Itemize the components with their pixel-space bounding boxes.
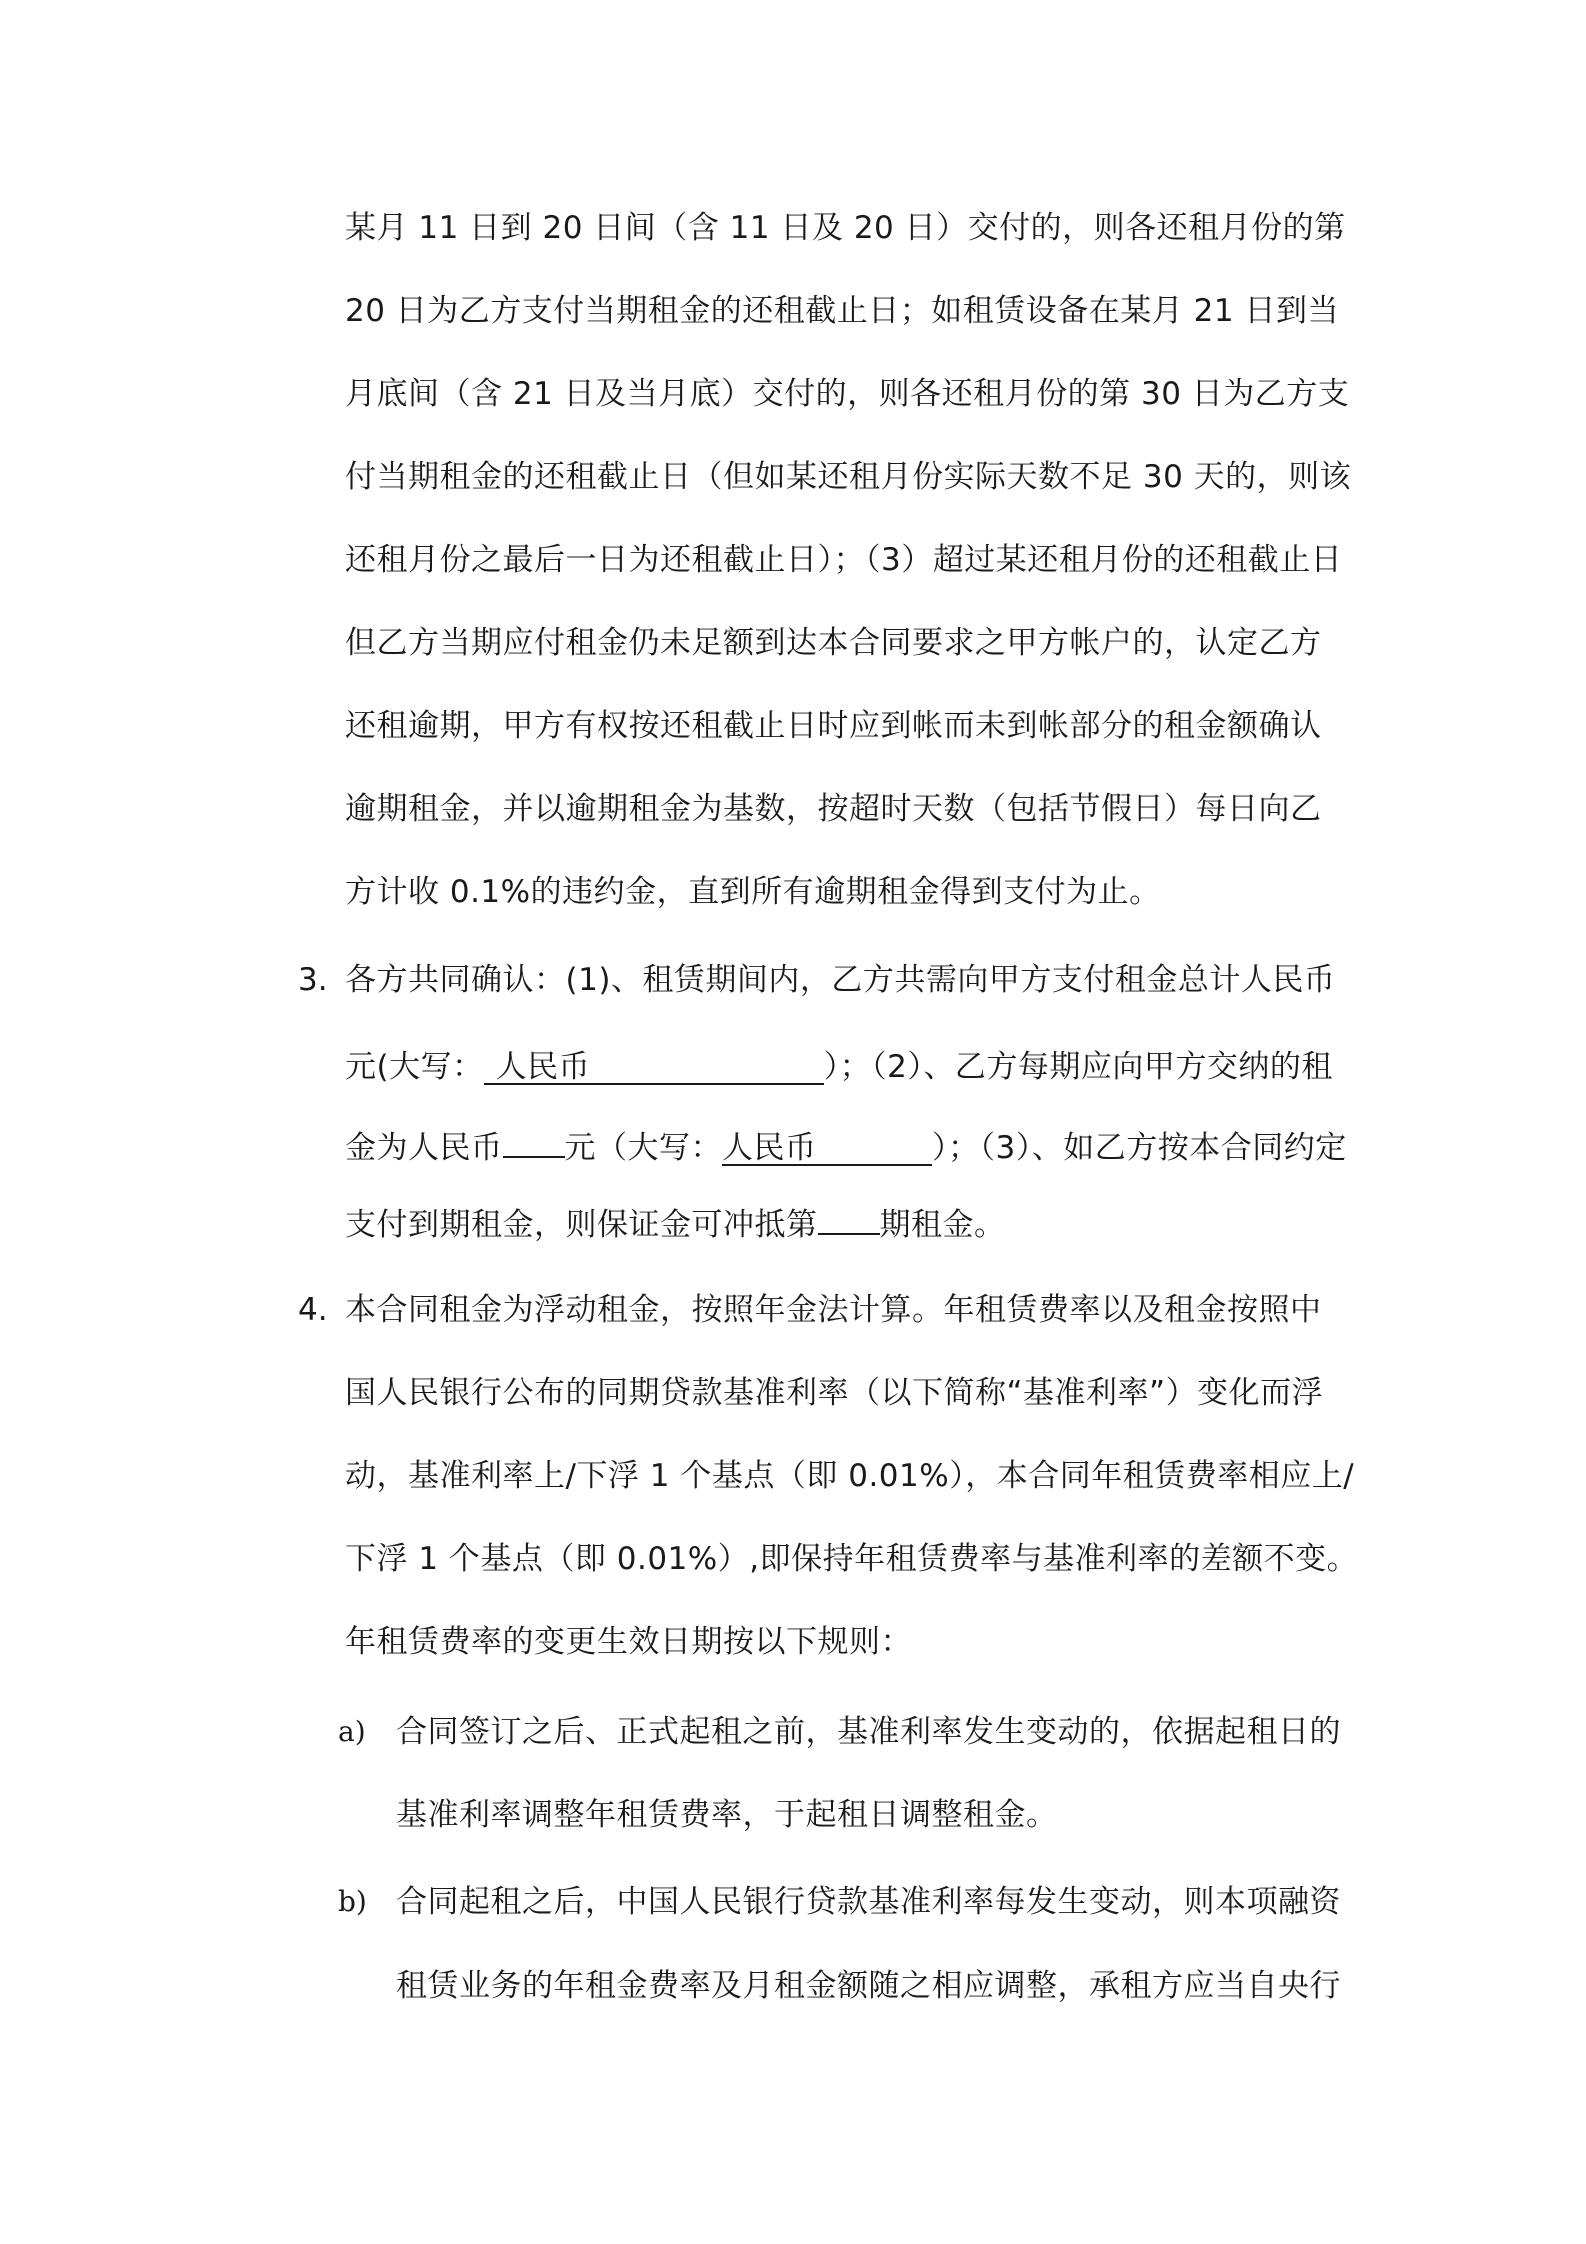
item3-line2-prefix: 元(大写：	[345, 1049, 484, 1085]
item3-line4	[345, 1201, 1355, 1245]
deposit-period-field[interactable]	[818, 1201, 880, 1235]
item4-line: 下浮 1 个基点（即 0.01%）,即保持年租赁费率与基准利率的差额不变。	[345, 1541, 1359, 1577]
item4-line: 年租赁费率的变更生效日期按以下规则：	[345, 1624, 912, 1660]
item3-line3-prefix: 金为人民币	[345, 1130, 503, 1166]
paragraph-line: 月底间（含 21 日及当月底）交付的，则各还租月份的第 30 日为乙方支	[345, 376, 1350, 412]
paragraph-line: 方计收 0.1%的违约金，直到所有逾期租金得到支付为止。	[345, 874, 1161, 910]
sub-item-line: 租赁业务的年租金费率及月租金额随之相应调整，承租方应当自央行	[396, 1968, 1341, 2004]
period-amount-field[interactable]	[503, 1124, 565, 1158]
sub-item-marker: a)	[338, 1715, 366, 1748]
paragraph-line: 但乙方当期应付租金仍未足额到达本合同要求之甲方帐户的，认定乙方	[345, 625, 1322, 661]
item-number: 3.	[298, 962, 328, 998]
period-amount-words-field[interactable]: 人民币	[722, 1132, 932, 1166]
amount-words-field[interactable]: 人民币	[484, 1051, 824, 1085]
sub-item-line: 合同签订之后、正式起租之前，基准利率发生变动的，依据起租日的	[396, 1714, 1341, 1750]
item4-line: 动，基准利率上/下浮 1 个基点（即 0.01%），本合同年租赁费率相应上/	[345, 1458, 1355, 1494]
item-number: 4.	[298, 1292, 328, 1328]
item3-line2-suffix: ）；（2）、乙方每期应向甲方交纳的租	[823, 1049, 1333, 1085]
sub-item-marker: b)	[338, 1885, 367, 1918]
paragraph-line: 逾期租金，并以逾期租金为基数，按超时天数（包括节假日）每日向乙	[345, 791, 1322, 827]
paragraph-line: 还租逾期，甲方有权按还租截止日时应到帐而未到帐部分的租金额确认	[345, 708, 1322, 744]
paragraph-line: 某月 11 日到 20 日间（含 11 日及 20 日）交付的，则各还租月份的第	[345, 210, 1346, 246]
paragraph-line: 20 日为乙方支付当期租金的还租截止日；如租赁设备在某月 21 日到当	[345, 293, 1339, 329]
item4-line: 国人民银行公布的同期贷款基准利率（以下简称“基准利率”）变化而浮	[345, 1375, 1324, 1411]
paragraph-line: 付当期租金的还租截止日（但如某还租月份实际天数不足 30 天的，则该	[345, 459, 1352, 495]
item3-line4-prefix: 支付到期租金，则保证金可冲抵第	[345, 1207, 818, 1243]
sub-item-line: 基准利率调整年租赁费率，于起租日调整租金。	[396, 1797, 1058, 1833]
item3-line1: 各方共同确认：(1)、租赁期间内，乙方共需向甲方支付租金总计人民币	[345, 962, 1336, 998]
item3-line3-suffix: ）；（3）、如乙方按本合同约定	[932, 1130, 1347, 1166]
item3-line4-suffix: 期租金。	[879, 1207, 1006, 1243]
item4-line: 本合同租金为浮动租金，按照年金法计算。年租赁费率以及租金按照中	[345, 1292, 1322, 1328]
item3-line2	[345, 1047, 1355, 1087]
paragraph-line: 还租月份之最后一日为还租截止日）；（3）超过某还租月份的还租截止日	[345, 542, 1343, 578]
item3-line3	[345, 1124, 1355, 1168]
sub-item-line: 合同起租之后，中国人民银行贷款基准利率每发生变动，则本项融资	[396, 1884, 1341, 1920]
item3-line3-mid: 元（大写：	[564, 1130, 722, 1166]
